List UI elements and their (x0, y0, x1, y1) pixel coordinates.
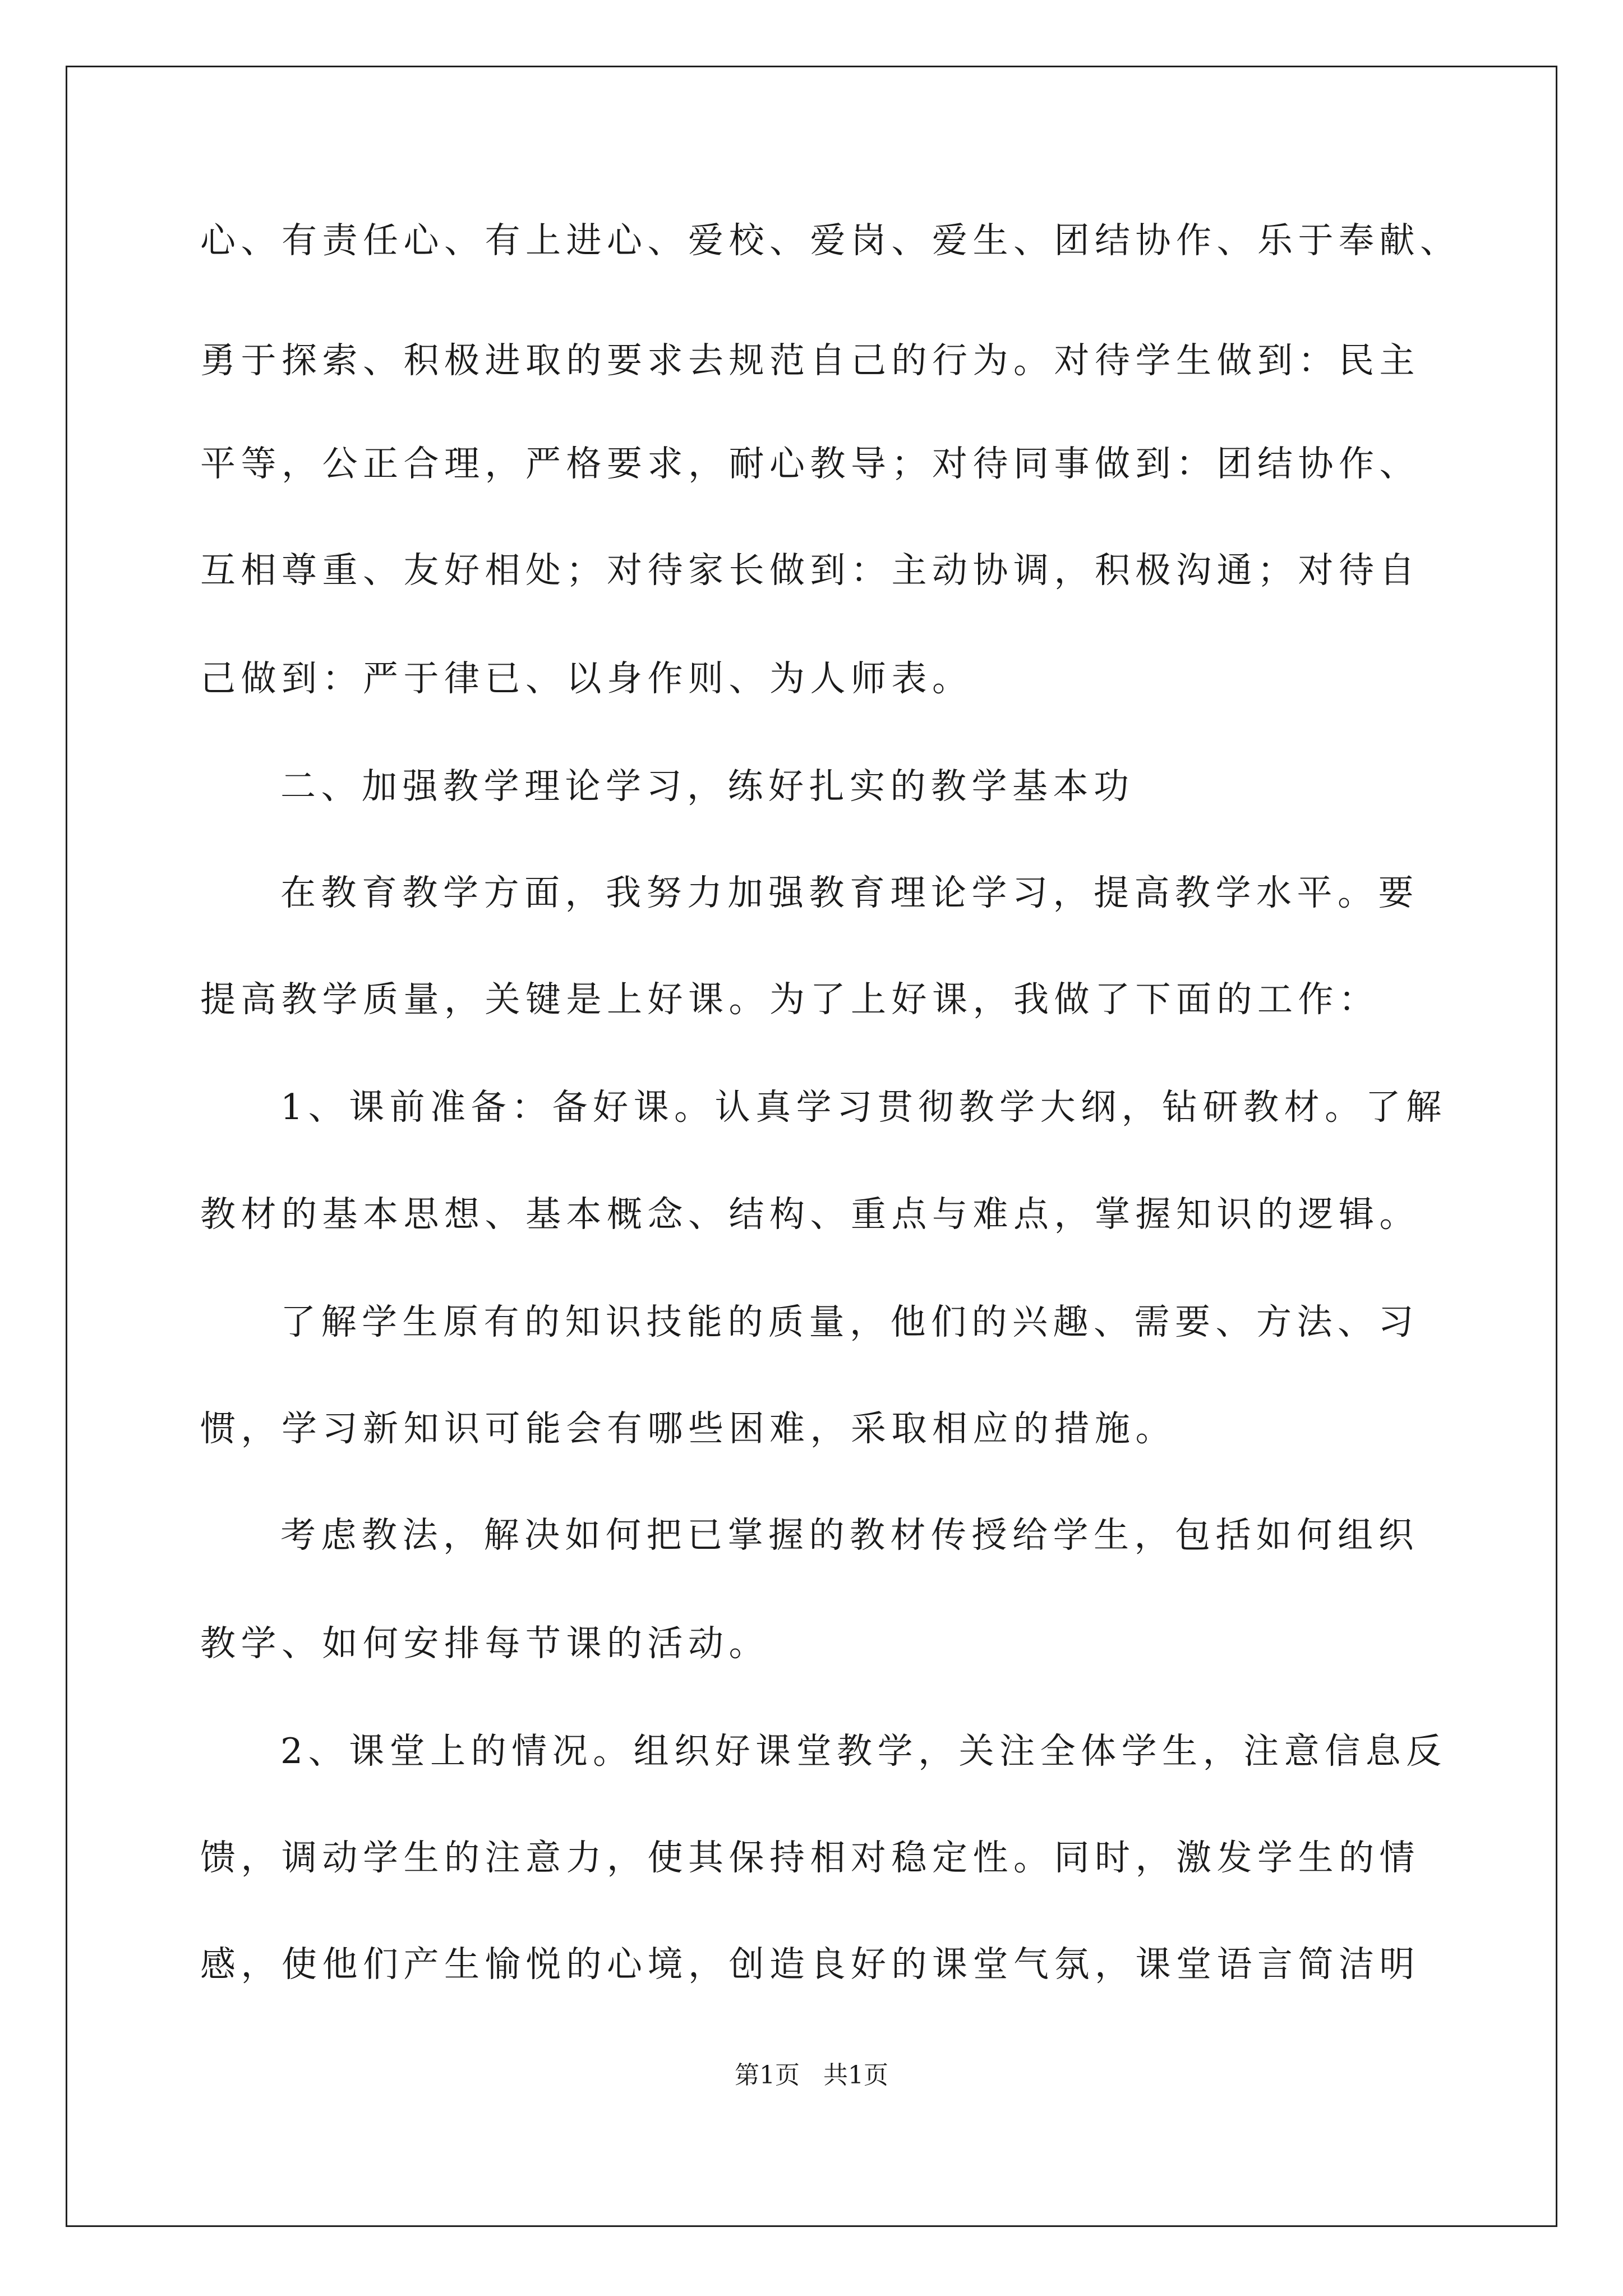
text-line: 惯，学习新知识可能会有哪些困难，采取相应的措施。 (200, 1408, 1176, 1449)
text-line: 考虑教法，解决如何把已掌握的教材传授给学生，包括如何组织 (280, 1515, 1419, 1556)
text-line: 心、有责任心、有上进心、爱校、爱岗、爱生、团结协作、乐于奉献、 (200, 220, 1461, 261)
text-line: 在教育教学方面，我努力加强教育理论学习，提高教学水平。要 (280, 872, 1419, 913)
text-line: 提高教学质量，关键是上好课。为了上好课，我做了下面的工作： (200, 979, 1380, 1020)
page-number-current: 第1页 (735, 2061, 800, 2090)
text-line: 2、课堂上的情况。组织好课堂教学，关注全体学生，注意信息反 (280, 1731, 1447, 1772)
page-footer (0, 2063, 1623, 2088)
text-line: 勇于探索、积极进取的要求去规范自己的行为。对待学生做到：民主 (200, 340, 1420, 381)
page-border (66, 66, 1557, 2227)
text-line: 教学、如何安排每节课的活动。 (200, 1623, 769, 1664)
text-line: 了解学生原有的知识技能的质量，他们的兴趣、需要、方法、习 (280, 1301, 1419, 1342)
text-line: 馈，调动学生的注意力，使其保持相对稳定性。同时，激发学生的情 (200, 1837, 1420, 1878)
text-line: 互相尊重、友好相处；对待家长做到：主动协调，积极沟通；对待自 (200, 550, 1420, 591)
section-heading: 二、加强教学理论学习，练好扎实的教学基本功 (280, 766, 1135, 807)
text-line: 教材的基本思想、基本概念、结构、重点与难点，掌握知识的逻辑。 (200, 1194, 1420, 1235)
text-line: 感，使他们产生愉悦的心境，创造良好的课堂气氛，课堂语言简洁明 (200, 1944, 1420, 1985)
text-line: 1、课前准备：备好课。认真学习贯彻教学大纲，钻研教材。了解 (280, 1087, 1447, 1128)
text-line: 己做到：严于律已、以身作则、为人师表。 (200, 658, 973, 699)
text-line: 平等，公正合理，严格要求，耐心教导；对待同事做到：团结协作、 (200, 443, 1420, 484)
page-number-total: 共1页 (823, 2061, 888, 2090)
